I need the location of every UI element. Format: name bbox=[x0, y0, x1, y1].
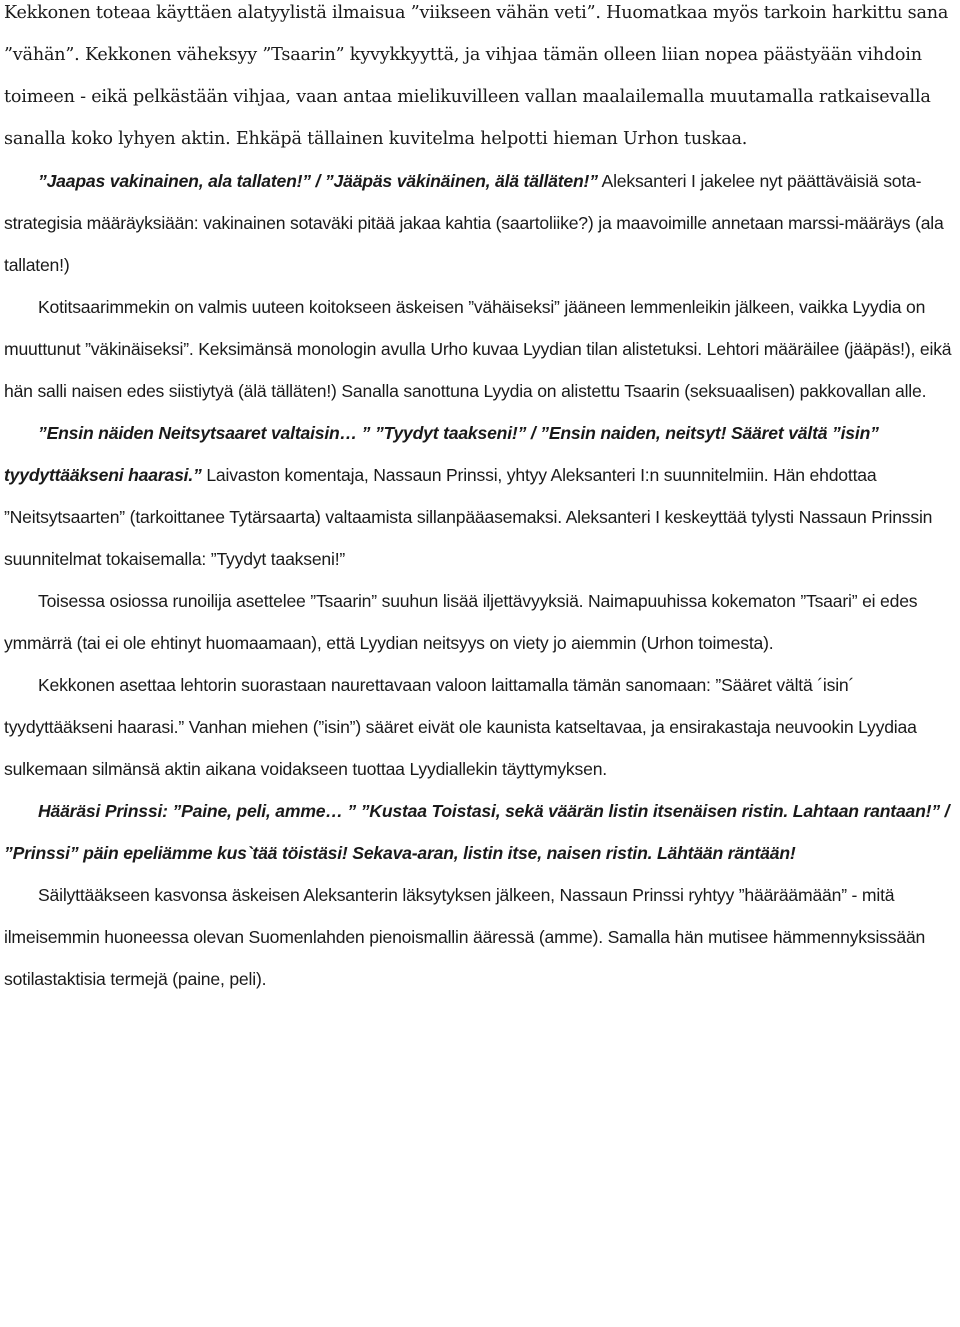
paragraph-2 bbox=[4, 160, 958, 286]
paragraph-8 bbox=[4, 874, 958, 1000]
paragraph-1 bbox=[4, 0, 958, 160]
paragraph-2-quote: ”Jaapas vakinainen, ala tallaten!” / ”Jääpäs väkinäinen, älä tälläten!” bbox=[38, 171, 598, 191]
paragraph-5-text: Toisessa osiossa runoilija asettelee ”Tsaarin” suuhun lisää iljettävyyksiä. Naimapuuhissa kokematon ”Tsaari” ei edes ymmärrä (tai ei ole ehtinyt huomaamaan), että Lyydian neitsyys on viety jo aiemmin (Urhon toimesta). bbox=[4, 591, 918, 653]
paragraph-4 bbox=[4, 412, 958, 580]
paragraph-4-quote: ”Ensin näiden Neitsytsaaret valtaisin… ” ”Tyydyt taakseni!” / ”Ensin naiden, neitsyt! Sääret vältä ”isin” tyydyttääkseni haarasi.” bbox=[4, 423, 879, 485]
paragraph-6 bbox=[4, 664, 958, 790]
paragraph-7-quote: Hääräsi Prinssi: ”Paine, peli, amme… ” ”Kustaa Toistasi, sekä väärän listin itsenäisen ristin. Lahtaan rantaan!” / ”Prinssi” päin epeliämme kus`tää töistäsi! Sekava-aran, listin itse, naisen ristin. Lähtään räntään! bbox=[4, 801, 950, 863]
paragraph-4-text: Laivaston komentaja, Nassaun Prinssi, yhtyy Aleksanteri I:n suunnitelmiin. Hän ehdottaa ”Neitsytsaarten” (tarkoittanee Tytärsaarta) valtaamista sillanpääasemaksi. Aleksanteri I keskeyttää tylysti Nassaun Prinssin suunnitelmat tokaisemalla: ”Tyydyt taakseni!” bbox=[4, 465, 933, 569]
paragraph-7 bbox=[4, 790, 958, 874]
document-page bbox=[4, 0, 958, 1000]
paragraph-5 bbox=[4, 580, 958, 664]
paragraph-2-text: Aleksanteri I jakelee nyt päättäväisiä sota-strategisia määräyksiään: vakinainen sotaväki pitää jakaa kahtia (saartoliike?) ja maavoimille annetaan marssi-määräys (ala tallaten!) bbox=[4, 171, 944, 275]
paragraph-1-text: Kekkonen toteaa käyttäen alatyylistä ilmaisua ”viikseen vähän veti”. Huomatkaa myös tarkoin harkittu sana ”vähän”. Kekkonen väheksyy ”Tsaarin” kyvykkyyttä, ja vihjaa tämän olleen liian nopea päästyään vihdoin toimeen - eikä pelkästään vihjaa, vaan antaa mielikuvilleen vallan maalailemalla muutamalla ratkaisevalla sanalla koko lyhyen aktin. Ehkäpä tällainen kuvitelma helpotti hieman Urhon tuskaa. bbox=[4, 3, 949, 149]
paragraph-8-text: Säilyttääkseen kasvonsa äskeisen Aleksanterin läksytyksen jälkeen, Nassaun Prinssi ryhtyy ”hääräämään” - mitä ilmeisemmin huoneessa olevan Suomenlahden pienoismallin ääressä (amme). Samalla hän mutisee hämmennyksissään sotilastaktisia termejä (paine, peli). bbox=[4, 885, 926, 989]
paragraph-6-text: Kekkonen asettaa lehtorin suorastaan naurettavaan valoon laittamalla tämän sanomaan: ”Sääret vältä ´isin´ tyydyttääkseni haarasi.” Vanhan miehen (”isin”) sääret eivät ole kaunista katseltavaa, ja ensirakastaja neuvookin Lyydiaa sulkemaan silmänsä aktin aikana voidakseen tuottaa Lyydiallekin täyttymyksen. bbox=[4, 675, 917, 779]
paragraph-3 bbox=[4, 286, 958, 412]
paragraph-3-text: Kotitsaarimmekin on valmis uuteen koitokseen äskeisen ”vähäiseksi” jääneen lemmenleikin jälkeen, vaikka Lyydia on muuttunut ”väkinäiseksi”. Keksimänsä monologin avulla Urho kuvaa Lyydian tilan alistetuksi. Lehtori määräilee (jääpäs!), eikä hän salli naisen edes siistiytyä (älä tälläten!) Sanalla sanottuna Lyydia on alistettu Tsaarin (seksuaalisen) pakkovallan alle. bbox=[4, 297, 952, 401]
